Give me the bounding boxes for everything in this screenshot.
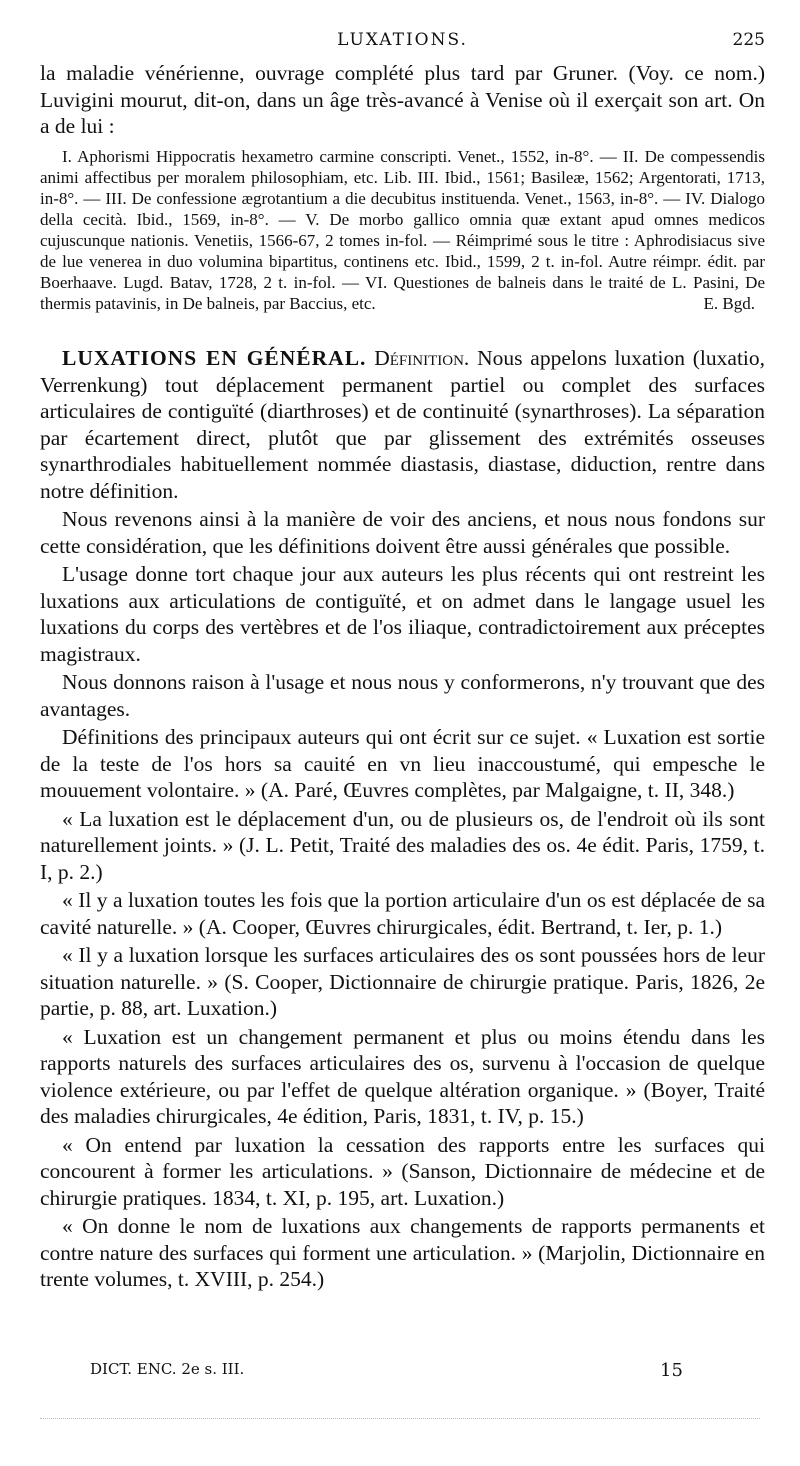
paragraph-10: « On entend par luxation la cessation des rapports entre les surfaces qui concourent à former les articulations. » (Sanson, Dictionnaire de médecine et de chirurgie pratiques. 1834, t. XI, p. 195, art. Luxation.) — [40, 1132, 765, 1210]
author-signature: E. Bgd. — [703, 294, 755, 313]
paragraph-5: Définitions des principaux auteurs qui ont écrit sur ce sujet. « Luxation est sortie de la teste de l'os hors sa cauité en vn lieu inaccoustumé, qui empesche le mouuement volontaire. » (A. Paré, Œuvres complètes, par Malgaigne, t. II, 348.) — [40, 725, 765, 802]
paragraph-9: « Luxation est un changement permanent et plus ou moins étendu dans les rapports naturels des surfaces articulaires des os, survenu à l'occasion de quelque violence extérieure, ou par l'effet de quelque altération organique. » (Boyer, Traité des maladies chirurgicales, 4e édition, Paris, 1831, t. IV, p. 15.) — [40, 1024, 765, 1128]
intro-text: la maladie vénérienne, ouvrage complété plus tard par Gruner. (Voy. ce nom.) Luvigini mourut, dit-on, dans un âge très-avancé à Venise où il exerçait son art. On a de lui : — [40, 61, 765, 138]
article-body — [40, 345, 765, 1295]
definition-label: Définition. — [374, 346, 470, 370]
footer-reference: DICT. ENC. 2e s. III. — [90, 1360, 245, 1378]
paragraph-4: Nous donnons raison à l'usage et nous nous y conformerons, n'y trouvant que des avantages. — [40, 670, 765, 721]
bottom-rule — [40, 1418, 760, 1419]
paragraph-8: « Il y a luxation lorsque les surfaces articulaires des os sont poussées hors de leur situation naturelle. » (S. Cooper, Dictionnaire de chirurgie pratique. Paris, 1826, 2e partie, p. 88, art. Luxation.) — [40, 943, 765, 1020]
paragraph-3: L'usage donne tort chaque jour aux auteurs les plus récents qui ont restreint les luxations aux articulations de contiguïté, et on admet dans le langage usuel les luxations du corps des vertèbres et de l'os iliaque, contradictoirement aux préceptes magistraux. — [40, 562, 765, 666]
signature-number: 15 — [660, 1360, 683, 1381]
page-footer — [90, 1360, 690, 1381]
article-paragraph — [40, 345, 765, 504]
paragraph-1: Nous appelons luxation (luxatio, Verrenkung) tout déplacement permanent partiel ou complet des surfaces articulaires de contiguïté (diarthroses) et de continuité (synarthroses). La séparation par écartement direct, plutôt que par glissement des extrémités osseuses synarthrodiales habituellement nommée diastasis, diastase, diduction, rentre dans notre définition. — [40, 346, 766, 503]
article-heading: LUXATIONS EN GÉNÉRAL. — [62, 346, 367, 370]
page-number: 225 — [732, 30, 765, 50]
paragraph-2: Nous revenons ainsi à la manière de voir des anciens, et nous nous fondons sur cette considération, que les définitions doivent être aussi générales que possible. — [40, 507, 765, 558]
running-title: LUXATIONS. — [337, 30, 468, 50]
intro-paragraph — [40, 60, 765, 140]
works-entries: I. Aphorismi Hippocratis hexametro carmine conscripti. Venet., 1552, in-8°. — II. De compessendis animi affectibus per moralem philosophiam, etc. Lib. III. Ibid., 1561; Basileæ, 1562; Argentorati, 1713, in-8°. — III. De confessione ægrotantium a die decubitus instituenda. Venet., 1563, in-8°. — IV. Dialogo della cecità. Ibid., 1569, in-8°. — V. De morbo gallico omnia quæ extant apud omnes medicos cujuscunque nationis. Venetiis, 1566-67, 2 tomes in-fol. — Réimprimé sous le titre : Aphrodisiacus sive de lue venerea in duo volumina bipartitus, continens etc. Ibid., 1599, 2 t. in-fol. Autre réimpr. édit. par Boerhaave. Lugd. Batav, 1728, 2 t. in-fol. — VI. Questiones de balneis dans le traité de L. Pasini, De thermis patavinis, in De balneis, par Baccius, etc. — [40, 147, 765, 313]
paragraph-6: « La luxation est le déplacement d'un, ou de plusieurs os, de l'endroit où ils sont naturellement joints. » (J. L. Petit, Traité des maladies des os. 4e édit. Paris, 1759, t. I, p. 2.) — [40, 806, 765, 884]
paragraph-7: « Il y a luxation toutes les fois que la portion articulaire d'un os est déplacée de sa cavité naturelle. » (A. Cooper, Œuvres chirurgicales, édit. Bertrand, t. Ier, p. 1.) — [40, 888, 765, 939]
page-header — [40, 30, 765, 54]
paragraph-11: « On donne le nom de luxations aux changements de rapports permanents et contre nature des surfaces qui forment une articulation. » (Marjolin, Dictionnaire en trente volumes, t. XVIII, p. 254.) — [40, 1214, 765, 1291]
works-text — [40, 146, 765, 314]
works-list — [40, 146, 765, 314]
